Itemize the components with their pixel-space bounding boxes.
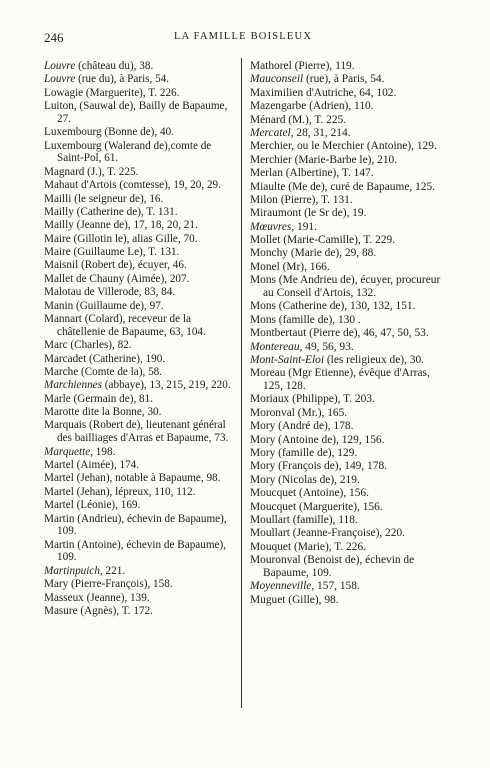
index-entry (44, 300, 236, 313)
index-entry (44, 259, 236, 272)
index-entry (44, 60, 236, 73)
index-entry (250, 314, 450, 327)
index-term: Merchier, ou le Merchier (Antoine), 129. (250, 140, 437, 153)
index-term: Moyenneville (250, 580, 312, 593)
index-term: Mailly (Catherine de), T. 131. (44, 205, 178, 218)
index-entry (250, 167, 450, 180)
index-term: Mailli (le seigneur de), 16. (44, 192, 164, 205)
index-entry (250, 420, 450, 433)
index-term: Mœuvres (250, 220, 292, 233)
index-entry (250, 460, 450, 473)
index-term: Mont-Saint-Eloi (250, 353, 325, 366)
index-entry (250, 541, 450, 554)
index-entry (44, 126, 236, 139)
index-column-left (44, 60, 236, 618)
index-term: Mailly (Jeanne de), 17, 18, 20, 21. (44, 219, 198, 232)
index-term: Mauconseil (250, 73, 304, 86)
index-entry (44, 140, 236, 165)
index-term: Mons (famille de), 130 . (250, 313, 361, 326)
index-entry (250, 274, 450, 299)
index-term: Mazengarbe (Adrien), 110. (250, 100, 374, 113)
index-term: Louvre (44, 73, 76, 86)
index-entry (44, 486, 236, 499)
index-entry (44, 206, 236, 219)
index-entry (250, 594, 450, 607)
index-term: Mannart (Colard), receveur de la châtellenie de Bapaume, 63, 104. (44, 313, 206, 338)
index-entry (44, 87, 236, 100)
index-term: Martin (Andrieu), échevin de Bapaume), 109. (44, 512, 227, 538)
index-reference: , 221. (99, 564, 126, 577)
index-entry (250, 527, 450, 540)
index-term: Martel (Léonie), 169. (44, 499, 141, 512)
index-term: Manin (Guillaume de), 97. (44, 299, 164, 312)
index-term: Martel (Aimée), 174. (44, 458, 140, 471)
index-entry (250, 194, 450, 207)
index-entry (250, 447, 450, 460)
index-entry (44, 459, 236, 472)
index-term: Montbertaut (Pierre de), 46, 47, 50, 53. (250, 327, 429, 340)
index-entry (250, 60, 450, 73)
index-term: Marle (Germain de), 81. (44, 392, 154, 405)
index-entry (44, 513, 236, 538)
index-term: Maire (Gillotin le), alias Gille, 70. (44, 232, 198, 245)
index-reference: , 28, 31, 214. (290, 126, 351, 139)
index-term: Luiton, (Sauwal de), Bailly de Bapaume, 27. (44, 100, 228, 125)
index-term: Merchier (Marie-Barbe le), 210. (250, 153, 398, 166)
index-term: Marc (Charles), 82. (44, 339, 132, 352)
index-term: Louvre (44, 60, 76, 72)
index-entry (250, 487, 450, 500)
index-entry (250, 327, 450, 340)
index-entry (250, 73, 450, 86)
index-term: Mory (François de), 149, 178. (250, 460, 387, 473)
index-entry (44, 406, 236, 419)
index-entry (250, 354, 450, 367)
index-entry (44, 539, 236, 564)
index-term: Ménard (M.), T. 225. (250, 113, 347, 126)
index-term: Mory (famille de), 129. (250, 446, 358, 459)
index-term: Mallet de Chauny (Aimée), 207. (44, 272, 190, 285)
index-entry (44, 578, 236, 591)
index-term: Mollet (Marie-Camille), T. 229. (250, 234, 396, 247)
index-entry (250, 181, 450, 194)
index-entry (44, 592, 236, 605)
index-entry (44, 273, 236, 286)
index-term: Martinpuich (44, 564, 100, 577)
index-entry (44, 313, 236, 338)
index-entry (44, 565, 236, 578)
index-entry (250, 247, 450, 260)
index-entry (44, 472, 236, 485)
index-entry (44, 246, 236, 259)
index-term: Moronval (Mr.), 165. (250, 406, 348, 419)
index-entry (44, 339, 236, 352)
index-entry (44, 166, 236, 179)
index-term: Mory (Antoine de), 129, 156. (250, 433, 385, 446)
index-entry (250, 234, 450, 247)
index-term: Moreau (Mgr Etienne), évêque d'Arras, 125, 128. (250, 367, 430, 392)
index-term: Marotte dite la Bonne, 30. (44, 406, 162, 419)
index-term: Mons (Catherine de), 130, 132, 151. (250, 300, 416, 313)
index-term: Monel (Mr), 166. (250, 260, 330, 273)
index-term: Mathorel (Pierre), 119. (250, 60, 355, 72)
index-term: Marche (Comte de la), 58. (44, 365, 163, 378)
index-term: Marchiennes (44, 379, 102, 392)
index-term: Mercatel (250, 126, 291, 139)
index-entry (250, 367, 450, 392)
index-term: Milon (Pierre), T. 131. (250, 193, 353, 206)
index-entry (44, 499, 236, 512)
index-entry (44, 446, 236, 459)
index-reference: (château du), 38. (75, 60, 154, 72)
index-entry (250, 407, 450, 420)
index-term: Miraumont (le Sr de), 19. (250, 207, 367, 220)
index-entry (250, 393, 450, 406)
index-entry (44, 353, 236, 366)
index-entry (44, 366, 236, 379)
index-term: Mons (Me Andrieu de), écuyer, procureur au Conseil d'Artois, 132. (250, 274, 441, 299)
index-reference: , 191. (291, 220, 317, 233)
index-term: Moucquet (Antoine), 156. (250, 487, 369, 500)
index-term: Mory (André de), 178. (250, 420, 354, 433)
index-term: Marquais (Robert de), lieutenant général des bailliages d'Arras et Bapaume, 73. (44, 419, 229, 445)
index-reference: , 157, 158. (311, 580, 360, 593)
index-term: Moullart (famille), 118. (250, 513, 358, 526)
index-entry (250, 221, 450, 234)
index-term: Moullart (Jeanne-Françoise), 220. (250, 527, 405, 540)
index-term: Merlan (Albertine), T. 147. (250, 167, 374, 180)
index-entry (250, 261, 450, 274)
index-term: Masure (Agnès), T. 172. (44, 604, 153, 617)
index-entry (44, 233, 236, 246)
index-term: Magnard (J.), T. 225. (44, 165, 139, 178)
index-entry (250, 114, 450, 127)
index-term: Martel (Jehan), notable à Bapaume, 98. (44, 472, 221, 485)
index-term: Moucquet (Marguerite), 156. (250, 500, 383, 513)
index-entry (44, 286, 236, 299)
index-entry (44, 393, 236, 406)
index-term: Moriaux (Philippe), T. 203. (250, 393, 375, 406)
index-entry (44, 605, 236, 618)
index-term: Mary (Pierre-François), 158. (44, 578, 173, 591)
index-entry (250, 341, 450, 354)
index-entry (44, 179, 236, 192)
column-divider (241, 58, 242, 708)
page-header (44, 30, 444, 46)
index-entry (44, 100, 236, 125)
index-column-right (250, 60, 450, 607)
index-term: Miaulte (Me de), curé de Bapaume, 125. (250, 180, 436, 193)
index-entry (250, 154, 450, 167)
index-term: Masseux (Jeanne), 139. (44, 591, 150, 604)
index-term: Monchy (Marie de), 29, 88. (250, 247, 377, 260)
index-entry (250, 300, 450, 313)
page-number: 246 (44, 30, 64, 45)
index-entry (250, 140, 450, 153)
index-term: Mouquet (Marie), T. 226. (250, 540, 366, 553)
index-entry (44, 219, 236, 232)
index-reference: (abbaye), 13, 215, 219, 220. (102, 379, 231, 392)
index-entry (250, 554, 450, 579)
index-entry (250, 434, 450, 447)
index-entry (250, 580, 450, 593)
index-entry (44, 379, 236, 392)
index-entry (250, 207, 450, 220)
index-reference: (les religieux de), 30. (324, 353, 424, 366)
index-reference: , 49, 56, 93. (299, 340, 354, 353)
index-term: Lowagie (Marguerite), T. 226. (44, 86, 180, 99)
index-reference: (rue du), à Paris, 54. (75, 73, 170, 86)
index-entry (250, 474, 450, 487)
index-term: Maire (Guillaume Le), T. 131. (44, 246, 180, 259)
index-term: Maisnil (Robert de), écuyer, 46. (44, 259, 187, 272)
index-term: Luxembourg (Walerand de),comte de Saint-Pol, 61. (44, 139, 212, 165)
index-term: Malotau de Villerode, 83, 84. (44, 286, 176, 299)
index-entry (250, 127, 450, 140)
index-term: Mouronval (Benoist de), échevin de Bapaume, 109. (250, 554, 415, 579)
index-entry (44, 419, 236, 444)
index-term: Marcadet (Catherine), 190. (44, 352, 166, 365)
index-entry (250, 100, 450, 113)
index-entry (250, 514, 450, 527)
index-term: Montereau (250, 340, 300, 353)
index-term: Mahaut d'Artois (comtesse), 19, 20, 29. (44, 179, 221, 192)
index-term: Maximilien d'Autriche, 64, 102. (250, 86, 397, 99)
index-reference: , 198. (90, 445, 116, 458)
running-head: LA FAMILLE BOISLEUX (174, 31, 313, 42)
index-term: Marquette (44, 445, 91, 458)
index-term: Luxembourg (Bonne de), 40. (44, 126, 174, 139)
index-entry (44, 73, 236, 86)
index-term: Mory (Nicolas de), 219. (250, 473, 360, 486)
index-term: Martin (Antoine), échevin de Bapaume), 109. (44, 538, 227, 564)
index-entry (250, 501, 450, 514)
index-reference: (rue), à Paris, 54. (303, 73, 385, 86)
index-entry (250, 87, 450, 100)
index-entry (44, 193, 236, 206)
index-term: Muguet (Gille), 98. (250, 593, 339, 606)
index-term: Martel (Jehan), lépreux, 110, 112. (44, 485, 196, 498)
